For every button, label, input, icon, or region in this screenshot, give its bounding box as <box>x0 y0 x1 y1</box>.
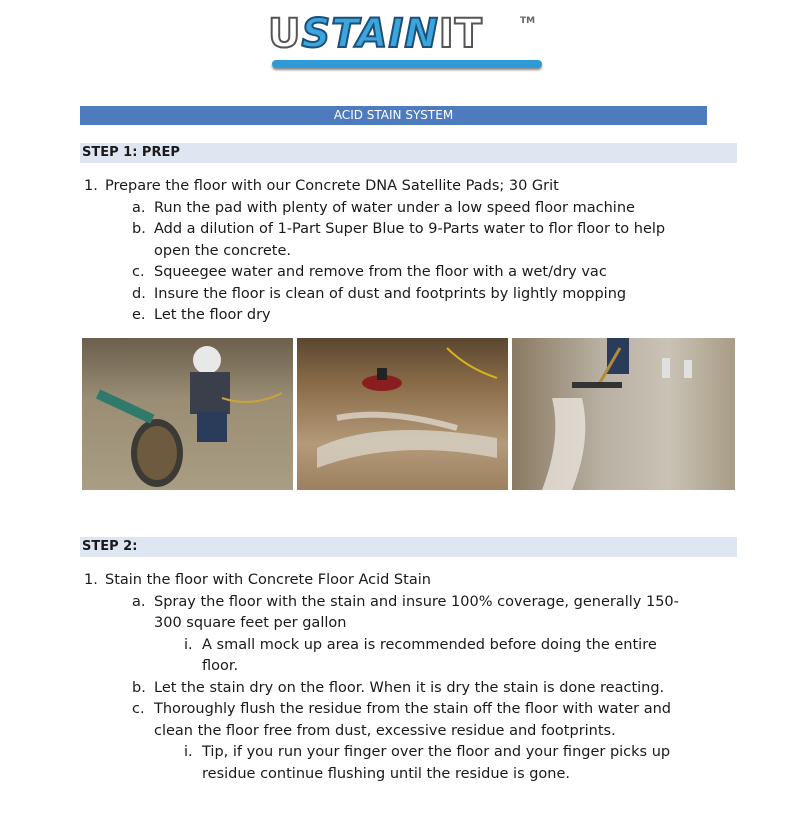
step2-list <box>80 570 740 785</box>
step1-heading: STEP 1: PREP <box>80 143 737 163</box>
photo-sketch <box>82 338 293 490</box>
list-item: e. Let the floor dry <box>132 307 271 323</box>
list-item: d. Insure the floor is clean of dust and footprints by lightly mopping <box>132 285 627 302</box>
list-item: i. Tip, if you run your finger over the floor and your finger picks up residue continue flushing until the residue is gone. <box>184 744 671 782</box>
list-item: c. Thoroughly flush the residue from the stain off the floor with water and clean the floor free from dust, excessive residue and footprints. <box>132 701 671 739</box>
photo-squeegee <box>512 338 735 490</box>
list-item: 1. Stain the floor with Concrete Floor Acid Stain <box>84 572 431 588</box>
list-item: 1. Prepare the floor with our Concrete DNA Satellite Pads; 30 Grit <box>84 178 559 194</box>
logo-wordmark: USTAINIT <box>268 11 483 57</box>
photo-sketch <box>297 338 508 490</box>
step2-heading: STEP 2: <box>80 537 737 557</box>
photo-sketch <box>512 338 735 490</box>
list-item: c. Squeegee water and remove from the floor with a wet/dry vac <box>132 264 607 280</box>
list-item: b. Add a dilution of 1-Part Super Blue to 9-Parts water to flor floor to help open the concrete. <box>132 221 666 259</box>
step1-list <box>80 176 740 327</box>
list-item: i. A small mock up area is recommended before doing the entire floor. <box>184 636 657 674</box>
prep-photo-strip <box>82 338 735 490</box>
list-item: a. Run the pad with plenty of water under a low speed floor machine <box>132 199 635 216</box>
trademark-mark: TM <box>520 16 536 26</box>
u-stain-it-logo <box>268 12 548 76</box>
photo-floor-machine <box>297 338 508 490</box>
logo-underline-bar <box>272 60 542 68</box>
list-item: a. Spray the floor with the stain and insure 100% coverage, generally 150-300 square feet per gallon <box>132 593 679 631</box>
photo-satellite-pad <box>82 338 293 490</box>
section-banner: ACID STAIN SYSTEM <box>80 106 707 125</box>
list-item: b. Let the stain dry on the floor. When it is dry the stain is done reacting. <box>132 679 665 696</box>
